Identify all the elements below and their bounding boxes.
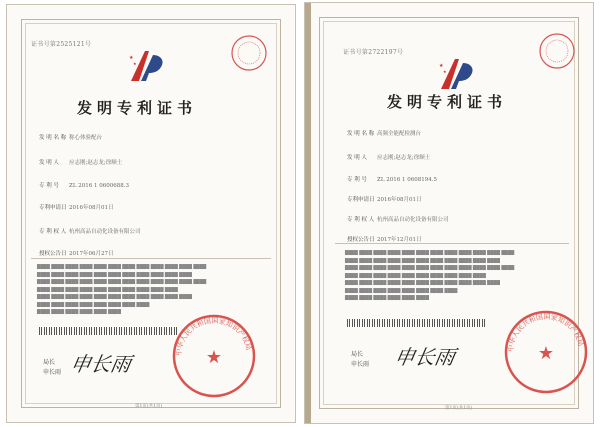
- svg-text:★: ★: [443, 69, 447, 74]
- director-name: 申长雨: [43, 369, 62, 376]
- official-seal-icon: [501, 307, 591, 397]
- field-patentee: 专 利 权 人 杭州高品自动化设备有限公司: [39, 229, 141, 235]
- field-invention-name: 发 明 名 称 高频全能配检测台: [347, 131, 422, 137]
- field-invention-name: 发 明 名 称 称心体验配台: [39, 135, 103, 141]
- top-seal-icon: [537, 31, 577, 71]
- field-grant-date: 授权公告日 2017年06月27日: [39, 251, 114, 257]
- svg-text:中华人民共和国国家知识产权局: 中华人民共和国国家知识产权局: [506, 312, 585, 353]
- certificate-right: [304, 2, 594, 424]
- certificate-title: 发明专利证书: [77, 99, 198, 117]
- field-application-date: 专利申请日 2016年08月01日: [347, 197, 422, 203]
- barcode: [39, 327, 179, 335]
- divider: [31, 258, 271, 259]
- binding-ribbon: [305, 3, 311, 423]
- barcode: [347, 319, 487, 327]
- divider: [335, 243, 569, 244]
- svg-text:中华人民共和国国家知识产权局: 中华人民共和国国家知识产权局: [174, 316, 253, 357]
- certificate-left: [6, 4, 296, 423]
- certificate-body-text: ████ ████ ████ ████ ████ ████ ████ ████ ████ ████ ████ ████ ████ ████ ████ ████ ████ ████ ████ ████ ████ ████ ████ ████ ████ ████ ████ ████ ████ ████ ████ ████ ████ ████ ████ ████ ████ ████ ████ ████ ████ ████ ████ ████ ████ ████ ████ ████ ████ ████ ████ ████ ████ ████ ████ ████ ████ ████ ████ ████ ████ ████ ████ ████ ████ ████ ████ ████ ████ ████: [37, 264, 207, 314]
- svg-text:★: ★: [537, 343, 555, 364]
- director-name: 申长雨: [351, 361, 370, 368]
- svg-text:★: ★: [205, 347, 223, 368]
- field-inventor: 发 明 人 应志刚;赵志龙;徐顺士: [347, 155, 431, 161]
- official-seal-icon: [169, 311, 259, 401]
- field-application-date: 专利申请日 2016年08月01日: [39, 205, 114, 211]
- cnipa-logo-icon: [127, 45, 169, 85]
- certificate-title: 发明专利证书: [387, 93, 508, 111]
- top-seal-icon: [229, 33, 269, 73]
- director-label: 局长: [43, 359, 56, 366]
- field-patent-number: 专 利 号 ZL 2016 1 0608194.5: [347, 177, 437, 183]
- certificate-body-text: ████ ████ ████ ████ ████ ████ ████ ████ ████ ████ ████ ████ ████ ████ ████ ████ ████ ████ ████ ████ ████ ████ ████ ████ ████ ████ ████ ████ ████ ████ ████ ████ ████ ████ ████ ████ ████ ████ ████ ████ ████ ████ ████ ████ ████ ████ ████ ████ ████ ████ ████ ████ ████ ████ ████ ████ ████ ████ ████ ████ ████ ████ ████ ████ ████ ████ ████ ████ ████ ████: [345, 250, 515, 300]
- certificate-number: 证书号第2722197号: [343, 49, 404, 56]
- certificate-number: 证书号第2525121号: [31, 41, 92, 48]
- field-grant-date: 授权公告日 2017年12月01日: [347, 237, 422, 243]
- svg-text:★: ★: [439, 63, 444, 69]
- cnipa-logo-icon: [437, 53, 479, 93]
- page-number: 第1页(共1页): [135, 404, 163, 409]
- field-patentee: 专 利 权 人 杭州高品自动化设备有限公司: [347, 217, 449, 223]
- director-signature: 申长雨: [392, 345, 457, 369]
- field-patent-number: 专 利 号 ZL 2016 1 0600688.3: [39, 183, 129, 189]
- director-label: 局长: [351, 351, 364, 358]
- director-signature: 申长雨: [68, 352, 133, 376]
- svg-text:★: ★: [133, 61, 137, 66]
- field-inventor: 发 明 人 应志刚;赵志龙;徐顺士: [39, 160, 123, 166]
- svg-text:★: ★: [129, 55, 134, 61]
- page-number: 第1页(共1页): [445, 406, 473, 411]
